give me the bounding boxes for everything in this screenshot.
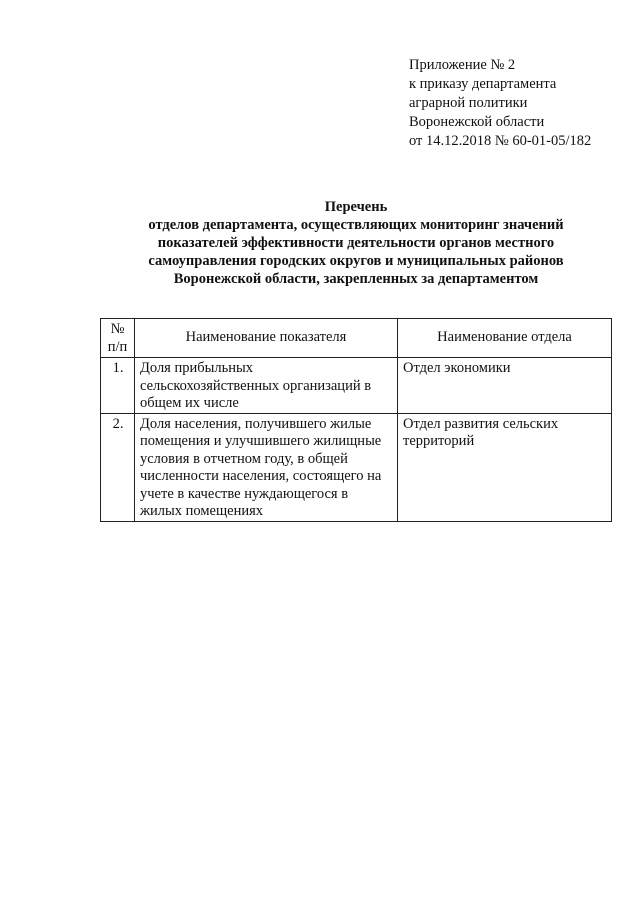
appendix-line: аграрной политики: [409, 95, 528, 111]
departments-table: [100, 318, 612, 522]
title-line: показателей эффективности деятельности органов местного: [157, 235, 555, 251]
table-row: [101, 413, 612, 521]
row-indicator: Доля населения, получившего жилые помещения и улучшившего жилищные условия в отчетном году, в общей численности населения, состоящего на учете в качестве нуждающегося в жилых помещениях: [135, 413, 398, 521]
document-title: [100, 198, 612, 288]
header-indicator: Наименование показателя: [135, 319, 398, 358]
row-department: Отдел развития сельских территорий: [398, 413, 612, 521]
header-number: [101, 319, 135, 358]
header-number-line1: №: [110, 321, 125, 337]
row-number: 1.: [101, 358, 135, 414]
appendix-line: Приложение № 2: [409, 57, 516, 73]
row-indicator: Доля прибыльных сельскохозяйственных организаций в общем их числе: [135, 358, 398, 414]
title-line: отделов департамента, осуществляющих мониторинг значений: [148, 217, 564, 233]
title-line: самоуправления городских округов и муниципальных районов: [148, 253, 564, 269]
appendix-line: к приказу департамента: [409, 76, 557, 92]
appendix-reference: [409, 56, 591, 151]
header-number-line2: п/п: [107, 339, 128, 355]
appendix-line: от 14.12.2018 № 60-01-05/182: [409, 133, 592, 149]
row-number: 2.: [101, 413, 135, 521]
header-department: Наименование отдела: [398, 319, 612, 358]
table-header-row: [101, 319, 612, 358]
title-heading: Перечень: [324, 199, 388, 215]
table-row: [101, 358, 612, 414]
row-department: Отдел экономики: [398, 358, 612, 414]
title-line: Воронежской области, закрепленных за департаментом: [173, 271, 539, 287]
appendix-line: Воронежской области: [409, 114, 545, 130]
